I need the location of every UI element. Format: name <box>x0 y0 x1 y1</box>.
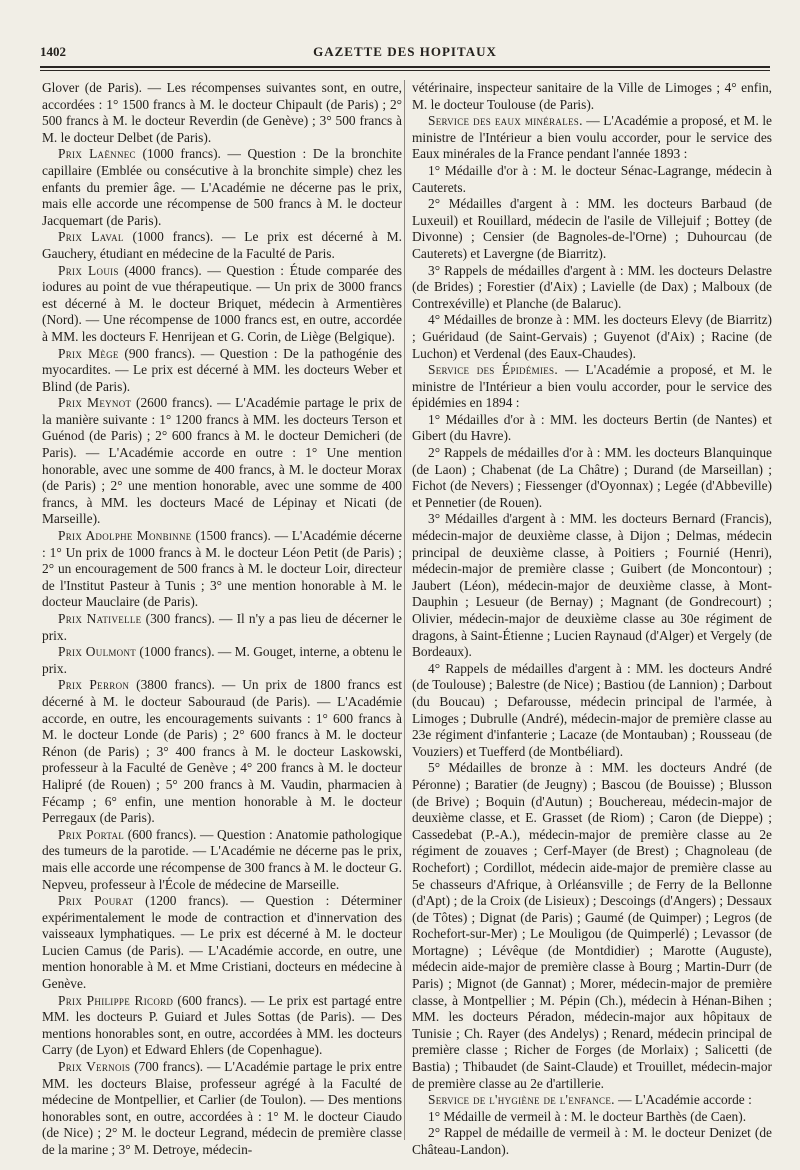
paragraph-text: (600 francs). — Question : Anatomie pathologique des tumeurs de la parotide. — L'Académie ne décerne pas le prix, mais elle accorde une récompense de 300 francs à M. le docteur G. Nepveu, professeur à l'École de médecine de Marseille. <box>42 826 402 892</box>
paragraph-text: 1° Médaille de vermeil à : M. le docteur Barthès (de Caen). <box>428 1108 747 1124</box>
section-lead: Prix Adolphe Monbinne <box>58 528 192 544</box>
section-lead: Prix Oulmont <box>58 644 137 660</box>
page-number: 1402 <box>40 44 66 59</box>
paragraph-text: vétérinaire, inspecteur sanitaire de la Ville de Limoges ; 4° enfin, M. le docteur Toulouse (de Paris). <box>412 80 772 112</box>
section-lead: Prix Portal <box>58 826 125 842</box>
header-rule-thick <box>40 66 770 68</box>
section-lead: Prix Perron <box>58 677 130 693</box>
paragraph-text: (300 francs). — Il n'y a pas lieu de décerner le prix. <box>42 611 402 643</box>
paragraph <box>412 362 772 412</box>
paragraph <box>412 113 772 163</box>
paragraph <box>412 511 772 660</box>
paragraph <box>412 1109 772 1126</box>
section-lead: Service des Épidémies. <box>428 362 558 378</box>
paragraph <box>42 395 402 528</box>
section-lead: Prix Meynot <box>58 395 132 411</box>
paragraph <box>412 196 772 262</box>
paragraph <box>412 412 772 445</box>
paragraph <box>412 312 772 362</box>
paragraph <box>42 1059 402 1159</box>
paragraph-text: 1° Médailles d'or à : MM. les docteurs Bertin (de Nantes) et Gibert (du Havre). <box>412 411 772 444</box>
section-lead: Prix Nativelle <box>58 611 142 626</box>
paragraph-text: (3800 francs). — Un prix de 1800 francs est décerné à M. le docteur Sabouraud (de Paris). — L'Académie accorde, en outre, les encouragements suivants : 1° 600 francs à M. le docteur Londe (de Paris) ; 2° 600 francs à M. le docteur Rénon (de Paris) ; 3° 400 francs à M. le docteur Laskowski, professeur à la Faculté de Genève ; 4° 200 francs à M. le docteur Halipré (de Rouen) ; 5° 200 francs à M. Vaudin, pharmacien à Fécamp ; 6° enfin, une mention honorable à M. le docteur Perregaux (de Paris). <box>42 677 402 826</box>
paragraph-text: 5° Médailles de bronze à : MM. les docteurs André (de Péronne) ; Baratier (de Jeugny) ; Bascou (de Bouisse) ; Blusson (de Brive) ; Boquin (d'Autun) ; Bouchereau, médecin-major de deuxième classe, et E. Grasset (de Riom) ; Caron (de Dieppe) ; Cassedebat (P.-A.), médecin-major de première classe au 2e régiment de zouaves ; Cerf-Mayer (de Brest) ; Chagnoleau (de Rochefort) ; Cordillot, médecin aide-major de première classe au 5e chasseurs d'Afrique, à Orléansville ; de Ferry de la Bellonne (d'Apt) ; de la Croix (de Lisieux) ; Descoings (d'Angers) ; Dessaux (de Tôtes) ; Dignat (de Paris) ; Gaumé (de Quimper) ; Legros (de Rochefort-sur-Mer) ; Le Mouligou (de Quimperlé) ; Levassor (de Mortagne) ; Lévêque (de Montdidier) ; Marotte (Auguste), médecin aide-major de première classe à Bourg ; Martin-Durr (de Paris) ; Mignot (de Gannat) ; Morer, médecin-major de première classe, à Montpellier ; M. Pépin (Ch.), médecin à Hénan-Bihen ; MM. les docteurs Péradon, médecin-major aux hôpitaux de Tunisie ; Ch. Rayer (des Andelys) ; Renard, médecin principal de première classe ; Richer de Forges (de Morlaix) ; Salicetti (de Bastia) ; Thibaudet (de Saint-Claude) et Trouillet, médecin-major de première classe au 2e d'artillerie. <box>412 760 772 1091</box>
header-rule-thin <box>40 70 770 71</box>
paragraph <box>412 163 772 196</box>
paragraph-text: 2° Médailles d'argent à : MM. les docteurs Barbaud (de Luxeuil) et Rouillard, médecin de l'asile de Villejuif ; Bottey (de Divonne) ; Censier (de Bagnoles-de-l'Orne) ; Duhourcau (de Cauterets) et Lavergne (de Biarritz). <box>412 196 772 261</box>
paragraph-text: (1500 francs). — L'Académie décerne : 1° Un prix de 1000 francs à M. le docteur Léon Petit (de Paris) ; 2° un encouragement de 500 francs à M. le docteur Loir, directeur de l'Institut Pasteur à Tunis ; 3° une mention honorable à M. le docteur Mauclaire (de Paris). <box>42 528 402 610</box>
paragraph-text: 3° Médailles d'argent à : MM. les docteurs Bernard (Francis), médecin-major de deuxième classe, à Dijon ; Delmas, médecin principal de deuxième classe, à Poitiers ; Fournié (Henri), médecin-major de première classe ; Guibert (de Moncontour) ; Jaubert (Léon), médecin-major de deuxième classe, à Mont-Dauphin ; Lesueur (de Bernay) ; Magnant (de Gondrecourt) ; Olivier, médecin-major de deuxième classe au 30e régiment de dragons, à Saint-Étienne ; Lucien Raynaud (d'Alger) et Vergely (de Bordeaux). <box>412 511 772 660</box>
paragraph <box>42 229 402 262</box>
section-lead: Prix Vernois <box>58 1059 131 1075</box>
section-lead: Prix Laval <box>58 229 124 245</box>
paragraph-text: (900 francs). — Question : De la pathogénie des myocardites. — Le prix est décerné à MM. les docteurs Weber et Blind (de Paris). <box>42 345 402 394</box>
paragraph-text: Glover (de Paris). — Les récompenses suivantes sont, en outre, accordées : 1° 1500 francs à M. le docteur Chipault (de Paris) ; 2° 500 francs à M. le docteur Reverdin (de Genève) ; 3° 500 francs à M. le docteur Delbet (de Paris). <box>42 80 402 145</box>
section-lead: Service des eaux minérales. <box>428 113 583 129</box>
page-header <box>40 38 770 64</box>
paragraph-text: (2600 francs). — L'Académie partage le prix de la manière suivante : 1° 1200 francs à MM. les docteurs Terson et Guénod (de Paris) ; 2° 600 francs à M. le docteur Demicheri (de Paris). — L'Académie accorde en outre : 1° Une mention honorable, avec une somme de 400 francs, à M. le docteur Morax (de Paris) ; 2° une mention honorable, avec une somme de 400 francs, à MM. les docteurs Macé de Lépinay et Nicati (de Marseille). <box>42 395 402 527</box>
paragraph-text: 2° Rappels de médailles d'or à : MM. les docteurs Blanquinque (de Laon) ; Chabenat (de La Châtre) ; Durand (de Marseillan) ; Fichot (de Nevers) ; Fiessenger (d'Oyonnax) ; Legée (d'Abbeville) et Pennetier (de Rouen). <box>412 445 772 510</box>
paragraph-text: (1000 francs). — Le prix est décerné à M. Gauchery, étudiant en médecine de la Faculté de Paris. <box>42 229 402 261</box>
paragraph-text: (1000 francs). — Question : De la bronchite capillaire (Emblée ou consécutive à la bronchite simple) chez les enfants du premier âge. — L'Académie ne décerne pas le prix, mais elle accorde une récompense de 500 francs à M. le docteur Jacquemart (de Paris). <box>42 146 402 228</box>
paragraph <box>412 1125 772 1158</box>
section-lead: Prix Mège <box>58 345 119 361</box>
paragraph <box>42 146 402 229</box>
paragraph <box>42 80 402 146</box>
paragraph <box>412 661 772 761</box>
paragraph-text: (1200 francs). — Question : Déterminer expérimentalement le mode de contraction et d'innervation des vaisseaux lymphatiques. — Le prix est décerné à M. le docteur Lucien Camus (de Paris). — L'Académie accorde, en outre, une mention honorable à M. et Mme Cristiani, docteurs en médecine à Genève. <box>42 893 402 992</box>
paragraph <box>42 677 402 826</box>
paragraph <box>42 644 402 677</box>
paragraph-text: (4000 francs). — Question : Étude comparée des iodures au point de vue thérapeutique. — Un prix de 3000 francs est décerné à M. le docteur Briquet, médecin à Armentières (Nord). — Une récompense de 1000 francs est, en outre, accordée à MM. les docteurs F. Henrijean et G. Corin, de Liège (Belgique). <box>42 262 402 344</box>
journal-title: GAZETTE DES HOPITAUX <box>313 44 497 59</box>
paragraph <box>412 80 772 113</box>
paragraph-text: 1° Médaille d'or à : M. le docteur Sénac-Lagrange, médecin à Cauterets. <box>412 162 772 195</box>
paragraph-text: (1000 francs). — M. Gouget, interne, a obtenu le prix. <box>42 644 402 676</box>
paragraph-text: — L'Académie accorde : <box>614 1092 752 1108</box>
section-lead: Prix Louis <box>58 262 119 278</box>
column-separator <box>404 80 405 1140</box>
paragraph <box>42 528 402 611</box>
paragraph-text: 3° Rappels de médailles d'argent à : MM. les docteurs Delastre (de Brides) ; Forestier (d'Aix) ; Lavielle (de Dax) ; Malboux (de Contrexéville) et Planche (de Balaruc). <box>412 262 772 311</box>
paragraph <box>42 263 402 346</box>
paragraph <box>412 1092 772 1109</box>
paragraph <box>42 346 402 396</box>
paragraph <box>42 993 402 1059</box>
section-lead: Prix Philippe Ricord <box>58 992 174 1008</box>
paragraph <box>412 263 772 313</box>
paragraph <box>42 611 402 644</box>
paragraph-text: 4° Rappels de médailles d'argent à : MM. les docteurs André (de Toulouse) ; Balestre (de Nice) ; Bastiou (de Lannion) ; Darbout (du Boucau) ; Defarousse, médecin principal de l'armée, à Limoges ; Dubrulle (André), médecin-major de première classe au 23e régiment d'infanterie ; Lacaze (de Montauban) ; Rousseau (de Vouziers) et Tuefferd (de Montbéliard). <box>412 660 772 759</box>
paragraph-text: 2° Rappel de médaille de vermeil à : M. le docteur Denizet (de Château-Landon). <box>412 1125 772 1157</box>
paragraph-text: 4° Médailles de bronze à : MM. les docteurs Elevy (de Biarritz) ; Guéridaud (de Saint-Gervais) ; Guyenot (d'Aix) ; Racine (de Luchon) et Verdenal (des Eaux-Chaudes). <box>412 312 772 361</box>
paragraph-text: — L'Académie a proposé, et M. le ministre de l'Intérieur a bien voulu accorder, pour le service des épidémies en 1894 : <box>412 362 772 411</box>
paragraph <box>42 827 402 893</box>
paragraph-text: — L'Académie a proposé, et M. le ministre de l'Intérieur a bien voulu accorder, pour le service des Eaux minérales de la France pendant l'année 1893 : <box>412 113 772 162</box>
section-lead: Service de l'hygiène de l'enfance. <box>428 1092 615 1108</box>
paragraph-text: (600 francs). — Le prix est partagé entre MM. les docteurs P. Guiard et Jules Sottas (de Paris). — Des mentions honorables sont, en outre, accordées à MM. les docteurs Carry (de Lyon) et Edward Ehlers (de Copenhague). <box>42 992 402 1058</box>
right-column <box>412 80 772 1160</box>
section-lead: Prix Pourat <box>58 893 134 909</box>
paragraph <box>412 445 772 511</box>
left-column <box>42 80 402 1160</box>
paragraph <box>42 893 402 993</box>
paragraph-text: (700 francs). — L'Académie partage le prix entre MM. les docteurs Blaise, professeur agrégé à la Faculté de médecine de Montpellier, et Carlier (de Toulon). — Des mentions honorables sont, en outre, accordées à : 1° M. le docteur Ciaudo (de Nice) ; 2° M. le docteur Legrand, médecin de première classe de la marine ; 3° M. Detroye, médecin- <box>42 1059 402 1157</box>
paragraph <box>412 760 772 1092</box>
section-lead: Prix Laënnec <box>58 146 136 162</box>
